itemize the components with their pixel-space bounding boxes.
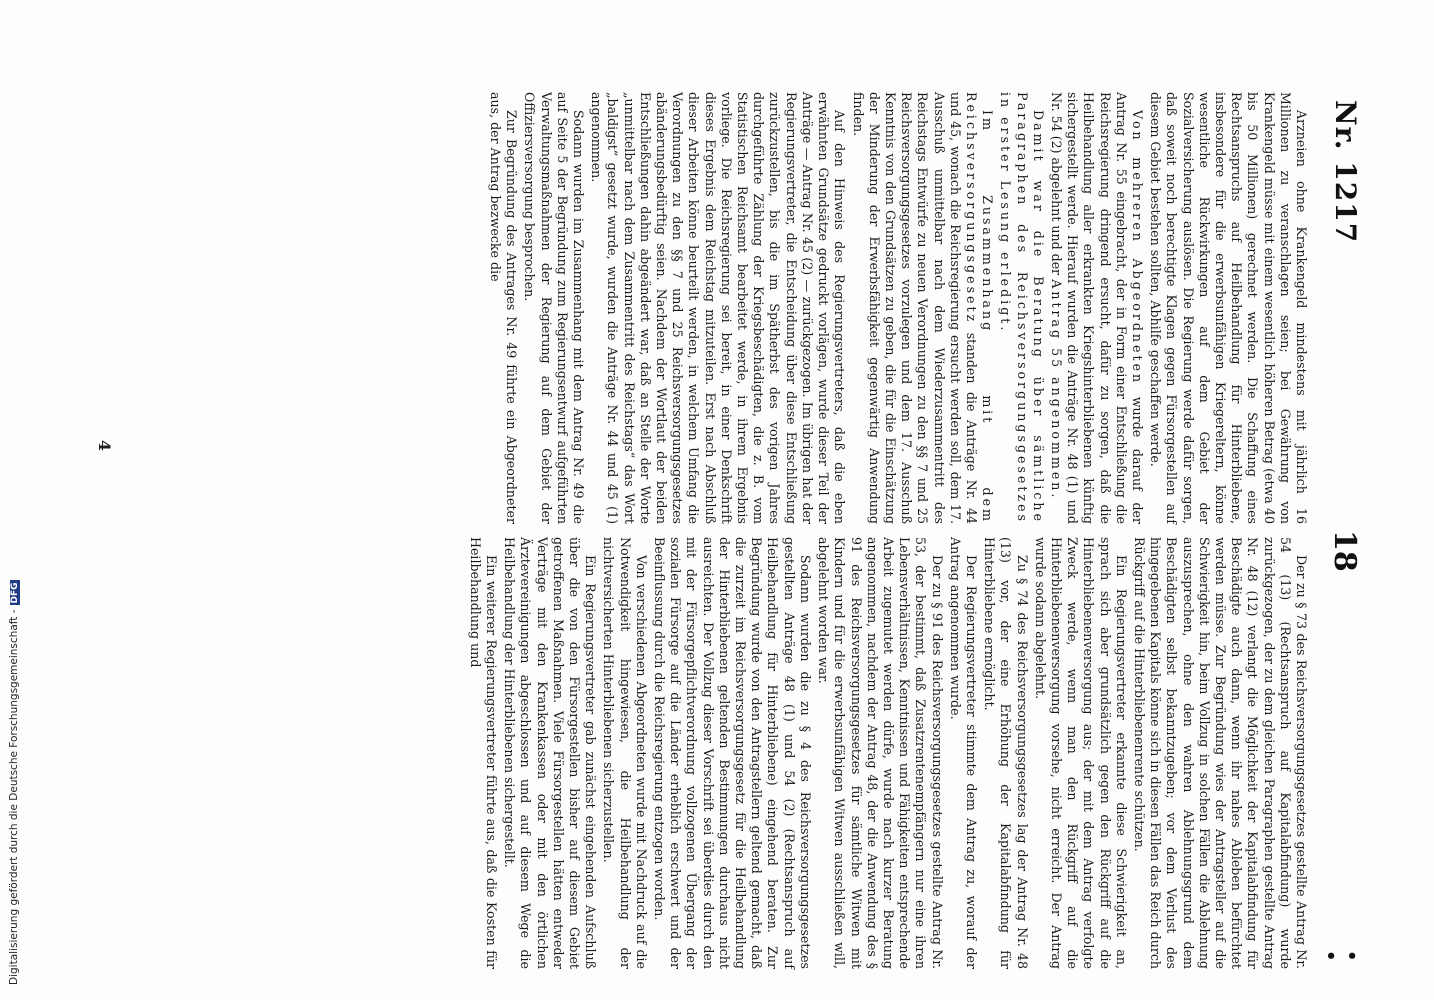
paragraph: Ein weiterer Regierungsvertreter führte aus, daß die Kosten für Heilbehandlung und bbox=[467, 537, 500, 969]
paragraph: Der Regierungsvertreter stimmte dem Antrag zu, worauf der Antrag angenommen wurde. bbox=[947, 537, 979, 969]
paragraph: Der zu § 73 des Reichsversorgungsgesetzes gestellte Antrag Nr. 54 (13) (Rechtsanspruch auf Kapitalabfindung) wurde zurückgezogen, der zu dem gleichen Paragraphen gestellte Antrag Nr. 48 (12) verlangt die Möglichkeit der Kapitalabfindung für Beschädigte auch dann, wenn ihr nahes Ableben befürchtet werden müsse. Zur Begründung wies der Antragsteller auf die Schwierigkeit hin, beim Vollzug in solchen Fällen die Ablehnung auszusprechen, ohne den wahren Ablehnungsgrund dem Beschädigten selbst bekanntzugeben; vor dem Verlust des hingegebenen Kapitals könne sich in diesen Fällen das Reich durch Rückgriff auf die Hinterbliebenenrente schützen. bbox=[1131, 537, 1309, 969]
paragraph: Sodann wurden die zu § 4 des Reichsversorgungsgesetzes gestellten Anträge 48 (1) und 54 (2) (Rechtsanspruch auf Heilbehandlung für Hinterbliebene) eingehend beraten. Zur Begründung wurde von den Antragstellern geltend gemacht, daß die zurzeit im Reichsversorgungsgesetz für die Heilbehandlung der Hinterbliebenen geltenden Bestimmungen durchaus nicht ausreichten. Der Vollzug dieser Vorschrift sei überdies durch den mit der Fürsorgepflichtverordnung vollzogenen Übergang der sozialen Fürsorge auf die Länder erheblich erschwert und der Beeinflussung durch die Reichsregierung entzogen worden. bbox=[652, 537, 813, 969]
left-column bbox=[485, 92, 1309, 524]
paragraph: Sodann wurden im Zusammenhang mit dem Antrag Nr. 49 die auf Seite 5 der Begründung zum Regierungsentwurf aufgeführten Verwaltungsmaßnahmen der Regierung auf dem Gebiet der Offiziersversorgung besprochen. bbox=[522, 92, 587, 524]
right-column bbox=[465, 537, 1309, 969]
paragraph: Der zu § 91 des Reichsversorgungsgesetzes gestellte Antrag Nr. 53, der bestimmt, daß Zusatzrentenempfängern nur eine ihren Lebensverhältnissen, Kenntnissen und Fähigkeiten entsprechende Arbeit zugemutet werden dürfe, wurde nach kurzer Beratung angenommen, nachdem der Antrag 48, der die Anwendung des § 91 des Reichsversorgungsgesetzes für sämtliche Witwen mit Kindern und für die erwerbsunfähigen Witwen ausschließen will, abgelehnt worden war. bbox=[816, 537, 945, 969]
paragraph: Zur Begründung des Antrages Nr. 49 führte ein Abgeordneter aus, der Antrag bezwecke die bbox=[488, 92, 520, 524]
page-header bbox=[1322, 100, 1362, 960]
credit-text: Digitalisierung gefördert durch die Deutsche Forschungsgemeinschaft - bbox=[8, 609, 20, 985]
paragraph: Arzneien ohne Krankengeld mindestens mit jährlich 16 Millionen zu veranschlagen seien; bei Gewährung von Krankengeld müsse mit einem wesentlich höheren Betrag (etwa 40 bis 50 Millionen) gerechnet werden. Die Schaffung eines Rechtsanspruchs auf Heilbehandlung für Hinterbliebene, insbesondere für die erwerbsunfähigen Kriegereltern, könne wesentliche Rückwirkungen auf dem Gebiet der Sozialversicherung auslösen. Die Regierung werde dafür sorgen, daß soweit noch berechtigte Klagen gegen Fürsorgestellen auf diesem Gebiet bestehen sollten, Abhilfe geschaffen werde. bbox=[1148, 92, 1309, 524]
paragraph: Im Zusammenhang mit dem Reichsversorgungsgesetz standen die Anträge Nr. 44 und 45, wonach die Reichsregierung ersucht werden soll, dem 17. Ausschuß unmittelbar nach dem Wiederzusammentritt des Reichstags Entwürfe zu neuen Verordnungen zu den §§ 7 und 25 Reichsversorgungsgesetzes vorzulegen und dem 17. Ausschuß Kenntnis von den Grundsätzen zu geben, die für die Einschätzung der Minderung der Erwerbsfähigkeit gegenwärtig Anwendung finden. bbox=[850, 92, 996, 524]
paragraph: Auf den Hinweis des Regierungsvertreters, daß die eben erwähnten Grundsätze gedruckt vorlägen, wurde dieser Teil der Anträge — Antrag Nr. 45 (2) — zurückgezogen. Im übrigen hat der Regierungsvertreter, die Entscheidung über diese Entschließung zurückzustellen, bis die im Spätherbst des vorigen Jahres durchgeführte Zählung der Kriegsbeschädigten, die z. B. vom Statistischen Reichsamt bearbeitet werde, in ihrem Ergebnis vorliege. Die Reichsregierung sei bereit, in einer Denkschrift dieses Ergebnis dem Reichstag mitzuteilen. Erst nach Abschluß dieser Arbeiten könne beurteilt werden, in welchem Umfang die Verordnungen zu den §§ 7 und 25 Reichsversorgungsgesetzes abänderungsbedürftig seien. Nachdem der Wortlaut der beiden Entschließungen dahin abgeändert war, daß an Stelle der Worte „unmittelbar nach dem Zusammentritt des Reichstags“ das Wort „baldigst“ gesetzt wurde, wurden die Anträge Nr. 44 und 45 (1) angenommen. bbox=[589, 92, 848, 524]
paragraph: Damit war die Beratung über sämtliche Paragraphen des Reichsversorgungsgesetzes in erster Lesung erledigt. bbox=[998, 92, 1046, 524]
paragraph: Ein Regierungsvertreter gab zunächst eingehenden Aufschluß über die von den Fürsorgestellen bisher auf diesem Gebiet getroffenen Maßnahmen. Viele Fürsorgestellen hätten entweder Verträge mit den Krankenkassen oder mit den örtlichen Ärztevereinigungen abgeschlossen und auf diesem Wege die Heilbehandlung der Hinterbliebenen sichergestellt. bbox=[502, 537, 599, 969]
paragraph: Von verschiedenen Abgeordneten wurde mit Nachdruck auf die Notwendigkeit hingewiesen, die Heilbehandlung der nichtversicherten Hinterbliebenen sicherzustellen. bbox=[601, 537, 649, 969]
document-number: Nr. 1217 bbox=[1329, 100, 1362, 244]
paragraph: Zu § 74 des Reichsversorgungsgesetzes lag der Antrag Nr. 48 (13) vor, der eine Erhöhung der Kapitalabfindung für Hinterbliebene ermöglicht. bbox=[982, 537, 1030, 969]
paragraph: Von mehreren Abgeordneten wurde darauf der Antrag Nr. 55 eingebracht, der in Form einer Entschließung die Reichsregierung dringend ersucht, dafür zu sorgen, daß die Heilbehandlung aller erkrankten Kriegshinterbliebenen künftig sichergestellt werde. Hierauf wurden die Anträge Nr. 48 (1) und Nr. 54 (2) abgelehnt und der Antrag 55 angenommen. bbox=[1048, 92, 1145, 524]
page-number: 18 bbox=[1327, 530, 1362, 572]
paragraph: Ein Regierungsvertreter erkannte diese Schwierigkeit an, sprach sich aber grundsätzlich gegen den Rückgriff auf die Hinterbliebenenversorgung aus; der mit dem Antrag verfolgte Zweck werde, wenn man den Rückgriff auf die Hinterbliebenenversorgung vorsehe, nicht erreicht. Der Antrag wurde sodann abgelehnt. bbox=[1032, 537, 1129, 969]
signature-mark: 4 bbox=[95, 440, 114, 452]
dfg-logo: DFG bbox=[10, 582, 20, 604]
digitization-credit bbox=[8, 582, 22, 985]
header-marks: • • bbox=[1320, 950, 1362, 962]
